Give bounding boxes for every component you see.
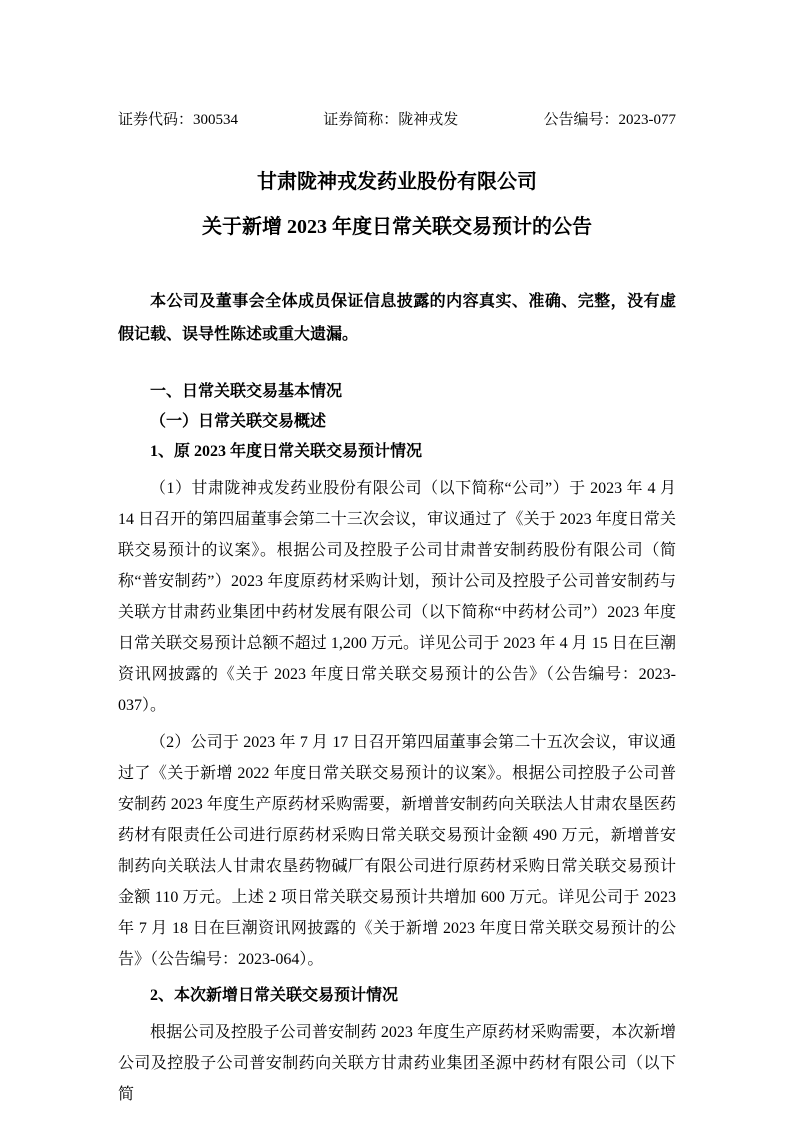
item-heading-original-2023-estimate: 1、原 2023 年度日常关联交易预计情况 [150,443,423,460]
announcement-title: 关于新增 2023 年度日常关联交易预计的公告 [202,216,592,238]
stock-code-label: 证券代码：300534 [118,112,239,128]
board-disclaimer-statement: 本公司及董事会全体成员保证信息披露的内容真实、准确、完整，没有虚假记载、误导性陈述或重大遗漏。 [118,293,676,343]
company-name-title: 甘肃陇神戎发药业股份有限公司 [257,171,537,193]
paragraph-original-estimate-1: （1）甘肃陇神戎发药业股份有限公司（以下简称“公司”）于 2023 年 4 月 14 日召开的第四届董事会第二十三次会议，审议通过了《关于 2023 年度日常关联交易预计的议案》。根据公司及控股子公司甘肃普安制药股份有限公司（简称“普安制药”）2023 年度原药材采购计划，预计公司及控股子公司普安制药与关联方甘肃药业集团中药材发展有限公司（以下简称“中药材公司”）2023 年度日常关联交易预计总额不超过 1,200 万元。详见公司于 2023 年 4 月 15 日在巨潮资讯网披露的《关于 2023 年度日常关联交易预计的公告》（公告编号：2023-037）。 [118,480,676,714]
subsection-heading-overview: （一）日常关联交易概述 [150,413,327,430]
item-heading-new-estimate: 2、本次新增日常关联交易预计情况 [150,987,399,1004]
paragraph-original-estimate-2: （2）公司于 2023 年 7 月 17 日召开第四届董事会第二十五次会议，审议通过了《关于新增 2022 年度日常关联交易预计的议案》。根据公司控股子公司普安制药 2023 年度生产原药材采购需要，新增普安制药向关联法人甘肃农垦医药药材有限责任公司进行原药材采购日常关联交易预计金额 490 万元，新增普安制药向关联法人甘肃农垦药物碱厂有限公司进行原药材采购日常关联交易预计金额 110 万元。上述 2 项日常关联交易预计共增加 600 万元。详见公司于 2023 年 7 月 18 日在巨潮资讯网披露的《关于新增 2023 年度日常关联交易预计的公告》（公告编号：2023-064）。 [118,734,676,968]
document-header [118,110,676,130]
section-heading-basic-info: 一、日常关联交易基本情况 [150,383,343,400]
stock-name-label: 证券简称：陇神戎发 [323,112,459,128]
announcement-number-label: 公告编号：2023-077 [543,112,676,128]
paragraph-new-estimate: 根据公司及控股子公司普安制药 2023 年度生产原药材采购需要，本次新增公司及控股子公司普安制药向关联方甘肃药业集团圣源中药材有限公司（以下简 [118,1024,676,1103]
